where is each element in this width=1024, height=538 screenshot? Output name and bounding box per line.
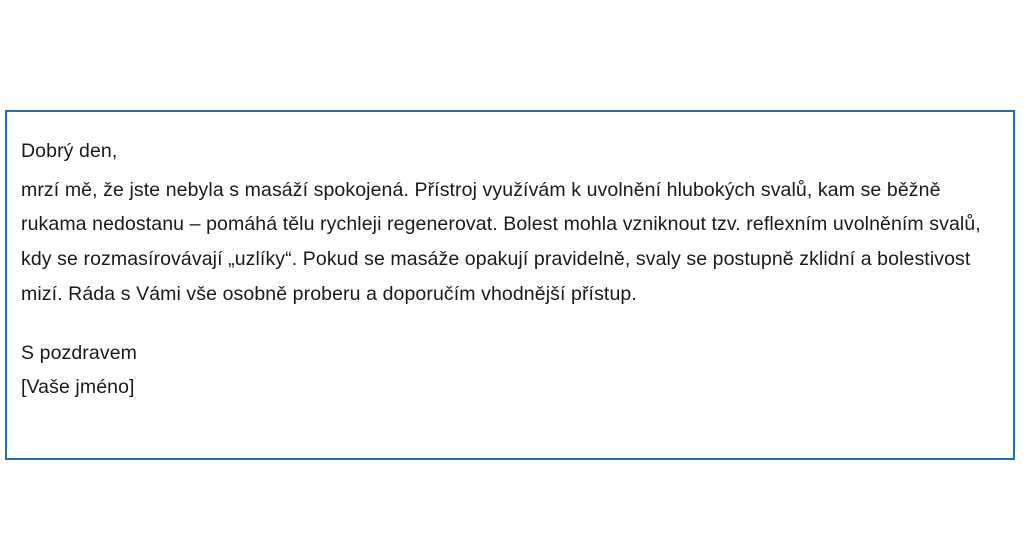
- message-greeting: Dobrý den,: [21, 140, 118, 162]
- paragraph-spacer: [21, 312, 985, 336]
- message-signature-placeholder: [Vaše jméno]: [21, 376, 135, 399]
- message-body-box[interactable]: [5, 110, 1015, 460]
- message-text: [21, 134, 985, 405]
- message-paragraph: mrzí mě, že jste nebyla s masáží spokojená. Přístroj využívám k uvolnění hlubokých svalů, kam se běžně rukama nedostanu – pomáhá tělu rychleji regenerovat. Bolest mohla vzniknout tzv. reflexním uvolněním svalů, kdy se rozmasírovávají „uzlíky“. Pokud se masáže opakují pravidelně, svaly se postupně zklidní a bolestivost mizí. Ráda s Vámi vše osobně proberu a doporučím vhodnější přístup.: [21, 178, 981, 305]
- message-closing: S pozdravem: [21, 341, 137, 364]
